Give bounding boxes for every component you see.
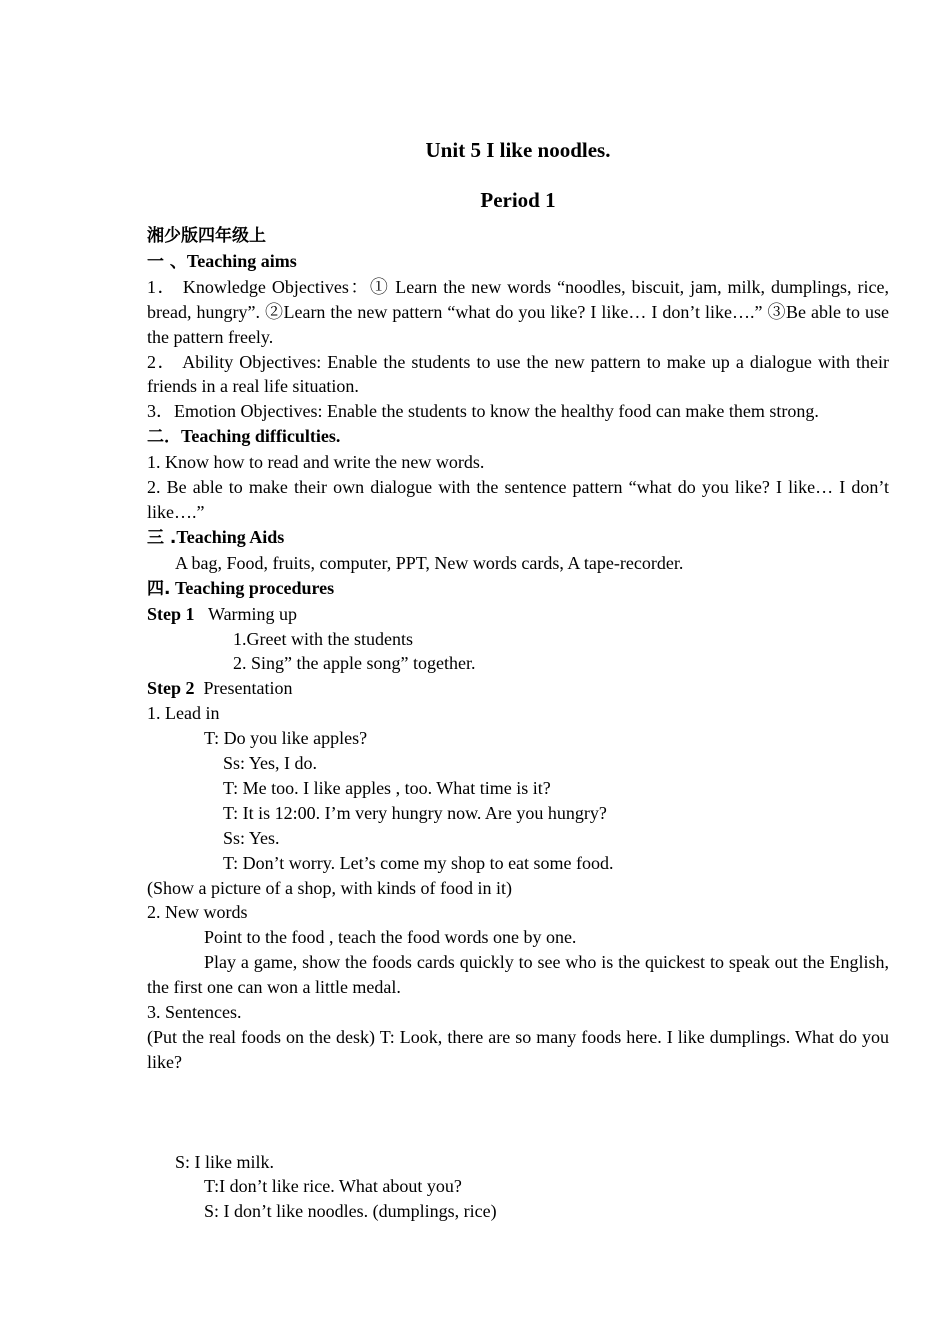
new-words-heading: 2. New words [147,902,248,923]
section-title: Teaching procedures [170,577,335,598]
step-label: Step 2 [147,678,195,699]
section-heading-teaching-aims [147,249,889,275]
dialogue-line: S: I don’t like noodles. (dumplings, rice) [204,1201,497,1222]
dialogue-line: T:I don’t like rice. What about you? [204,1176,462,1197]
aim-ability: 2． Ability Objectives: Enable the students to use the new pattern to make up a dialogue with their friends in a real life situation. [147,351,889,397]
section-title: Teaching aims [186,250,297,271]
dialogue-line: S: I like milk. [175,1151,274,1172]
section-heading-teaching-difficulties [147,424,889,450]
aim-emotion: 3．Emotion Objectives: Enable the students to know the healthy food can make them strong. [147,401,819,422]
dialogue-line: T: Don’t worry. Let’s come my shop to eat some food. [223,852,614,873]
document-body [147,224,889,1224]
sentences-heading: 3. Sentences. [147,1002,242,1023]
dialogue-line: T: Do you like apples? [204,728,368,749]
step-1-heading [147,602,889,627]
show-picture-note: (Show a picture of a shop, with kinds of food in it) [147,877,512,898]
page-gap [147,1075,889,1150]
dialogue-line: Ss: Yes, I do. [223,753,318,774]
step-1-item: 1.Greet with the students [233,628,413,649]
section-title: Teaching difficulties. [181,426,341,447]
teaching-aids-list: A bag, Food, fruits, computer, PPT, New words cards, A tape-recorder. [175,552,684,573]
section-number: 二． [147,427,181,448]
difficulty-item: 1. Know how to read and write the new words. [147,452,485,473]
step-title: Warming up [208,603,298,624]
step-label: Step 1 [147,603,195,624]
section-number: 三 . [147,527,177,548]
lead-in-heading: 1. Lead in [147,703,220,724]
new-words-point: Point to the food , teach the food words one by one. [204,927,577,948]
period-title: Period 1 [480,188,556,212]
sentences-intro: (Put the real foods on the desk) T: Look, there are so many foods here. I like dumplings. What do you like? [147,1027,889,1072]
aim-knowledge: 1． Knowledge Objectives：① Learn the new words “noodles, biscuit, jam, milk, dumplings, rice, bread, hungry”. ②Learn the new pattern “what do you like? I like… I don’t like….” ③Be able to use the pattern freely. [147,276,889,347]
step-1-item: 2. Sing” the apple song” together. [233,653,476,674]
dialogue-line: T: Me too. I like apples , too. What time is it? [223,777,551,798]
step-title: Presentation [203,678,293,699]
dialogue-line: Ss: Yes. [223,827,280,848]
document-title: Unit 5 I like noodles. [425,138,611,162]
step-2-heading [147,676,889,701]
difficulty-item: 2. Be able to make their own dialogue with the sentence pattern “what do you like? I like… I don’t like….” [147,477,889,522]
section-number: 四. [147,578,171,599]
section-heading-teaching-aids [147,525,889,551]
publisher-label: 湘少版四年级上 [147,226,266,246]
new-words-game: Play a game, show the foods cards quickly to see who is the quickest to speak out the English, the first one can won a little medal. [147,952,889,998]
section-heading-teaching-procedures [147,576,889,602]
dialogue-line: T: It is 12:00. I’m very hungry now. Are you hungry? [223,802,607,823]
section-number: 一 、 [147,251,187,272]
section-title: Teaching Aids [176,526,285,547]
